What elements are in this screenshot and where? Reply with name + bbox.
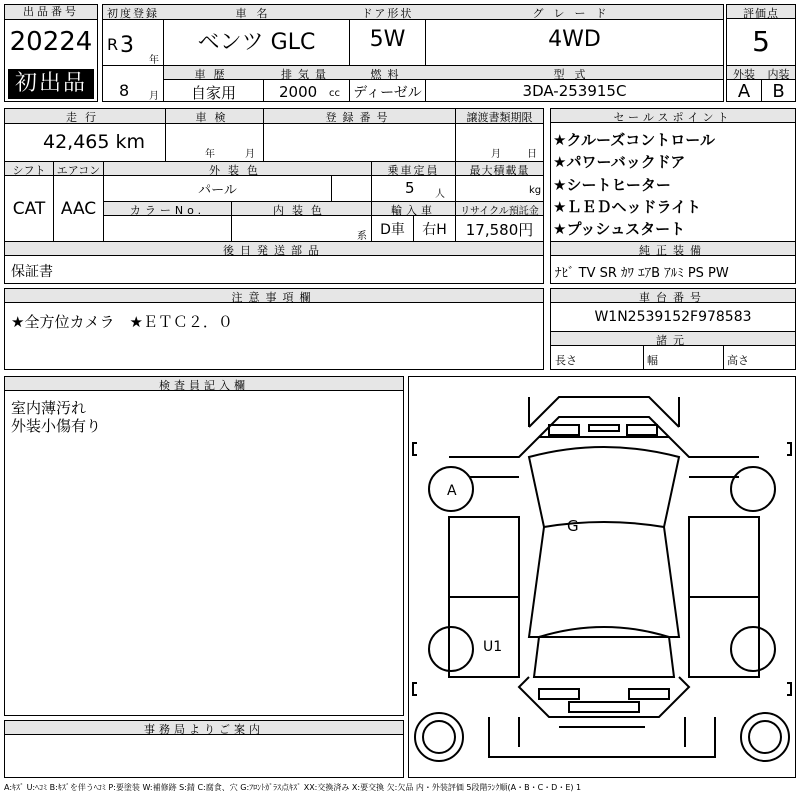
recycle-label: リサイクル預託金 bbox=[460, 206, 539, 217]
displacement-label: 排気量 bbox=[281, 68, 332, 81]
later-label: 後日発送部品 bbox=[223, 244, 325, 257]
inspector-line-2: 外装小傷有り bbox=[11, 417, 102, 435]
color-label: 外装色 bbox=[209, 164, 266, 177]
series-unit: 系 bbox=[357, 231, 367, 242]
notes-box bbox=[4, 288, 544, 370]
import-label: 輸入車 bbox=[391, 204, 436, 217]
inspector-line-1: 室内薄汚れ bbox=[11, 399, 87, 417]
notes-label: 注意事項欄 bbox=[231, 291, 317, 304]
inspection-label: 車検 bbox=[195, 111, 234, 124]
reg-year-unit: 年 bbox=[149, 55, 159, 66]
interior-label: 内装 bbox=[767, 68, 790, 81]
transfer-month-unit: 月 bbox=[491, 149, 501, 160]
spec-height: 高さ bbox=[727, 354, 749, 367]
mileage-label: 走行 bbox=[66, 111, 104, 124]
plate-label: 登録番号 bbox=[325, 111, 394, 124]
reg-year: 3 bbox=[120, 33, 134, 58]
selling-point-5: ★プッシュスタート bbox=[553, 220, 686, 238]
score-box bbox=[726, 4, 796, 102]
model: 3DA-253915C bbox=[522, 82, 627, 100]
score-label: 評価点 bbox=[743, 7, 779, 20]
door-label: ドア形状 bbox=[361, 7, 414, 20]
aircon: AAC bbox=[60, 199, 97, 219]
vehicle-header bbox=[102, 4, 724, 102]
car-name: ベンツ GLC bbox=[197, 30, 316, 55]
reg-era: R bbox=[107, 35, 119, 54]
fuel-label: 燃料 bbox=[370, 68, 405, 81]
capacity-unit: 人 bbox=[435, 189, 445, 200]
selling-point-4: ★ＬＥＤヘッドライト bbox=[553, 198, 701, 216]
transfer-day-unit: 日 bbox=[527, 149, 537, 160]
selling-point-1: ★クルーズコントロール bbox=[553, 131, 715, 149]
equipment-label: 純正装備 bbox=[639, 244, 707, 257]
displacement-unit: cc bbox=[329, 88, 340, 99]
lot-number: 20224 bbox=[9, 27, 93, 57]
interior-grade: B bbox=[772, 81, 785, 102]
exterior-label: 外装 bbox=[733, 68, 755, 81]
grade: 4WD bbox=[548, 27, 601, 52]
intcolor-label: 内装色 bbox=[273, 204, 330, 217]
load-unit: kg bbox=[529, 185, 542, 196]
import-h: 右H bbox=[422, 222, 447, 238]
chassis-number: W1N2539152F978583 bbox=[594, 309, 752, 325]
selling-point-3: ★シートヒーター bbox=[553, 176, 671, 194]
office-label: 事務局よりご案内 bbox=[144, 723, 264, 736]
mileage: 42,465 km bbox=[43, 131, 146, 153]
displacement: 2000 bbox=[279, 83, 318, 101]
car-name-label: 車名 bbox=[235, 7, 278, 20]
door-type: 5W bbox=[369, 27, 406, 52]
inspection-month-unit: 月 bbox=[245, 149, 255, 160]
damage-mark-g: G bbox=[567, 517, 579, 535]
equipment-items: ﾅﾋﾞ TV SR ｶﾜ ｴｱB ｱﾙﾐ PS PW bbox=[555, 266, 729, 281]
inspector-label: 検査員記入欄 bbox=[159, 379, 249, 392]
shift-label: シフト bbox=[12, 164, 46, 177]
damage-mark-a: A bbox=[447, 483, 457, 499]
shift: CAT bbox=[12, 199, 46, 219]
spec-width: 幅 bbox=[647, 354, 658, 367]
grade-label: グレード bbox=[532, 7, 617, 20]
selling-point-2: ★パワーバックドア bbox=[553, 153, 686, 171]
model-label: 型式 bbox=[553, 68, 596, 81]
inspection-year-unit: 年 bbox=[205, 149, 215, 160]
fuel: ディーゼル bbox=[353, 85, 422, 101]
reg-month-unit: 月 bbox=[149, 91, 159, 102]
history-label: 車歴 bbox=[194, 68, 233, 81]
spec-label: 諸元 bbox=[656, 334, 690, 347]
later-parts: 保証書 bbox=[11, 264, 53, 280]
chassis-box bbox=[550, 288, 796, 370]
car-diagram bbox=[408, 376, 796, 778]
legend: A:ｷｽﾞ U:ﾍｺﾐ B:ｷｽﾞを伴うﾍｺﾐ P:要塗装 W:補修跡 S:錆 C:腐食、穴 G:ﾌﾛﾝﾄｶﾞﾗｽ点ｷｽﾞ XX:交換済み X:要交換 欠:欠品 内・外装評価 5段階ﾗﾝｸ順(A・B・C・D・E) 1 bbox=[4, 783, 582, 792]
selling-points-label: セールスポイント bbox=[613, 111, 733, 124]
first-reg-label: 初度登録 bbox=[107, 7, 159, 20]
recycle-fee: 17,580円 bbox=[465, 221, 534, 239]
inspector-box bbox=[4, 376, 404, 716]
capacity-label: 乗車定員 bbox=[387, 164, 440, 177]
lot-label: 出品番号 bbox=[5, 5, 97, 20]
color: パール bbox=[198, 183, 237, 198]
spec-length: 長さ bbox=[555, 354, 577, 367]
car-outline-icon bbox=[409, 377, 795, 777]
history: 自家用 bbox=[190, 84, 236, 102]
office-box bbox=[4, 720, 404, 778]
load-label: 最大積載量 bbox=[469, 164, 530, 177]
capacity: 5 bbox=[405, 179, 415, 197]
exterior-grade: A bbox=[737, 81, 751, 102]
selling-points-box bbox=[550, 108, 796, 284]
colorno-label: カラーNo. bbox=[129, 204, 206, 217]
score: 5 bbox=[752, 25, 770, 58]
damage-mark-u1: U1 bbox=[483, 639, 503, 655]
import-d: D車 bbox=[380, 222, 405, 238]
chassis-label: 車台番号 bbox=[639, 291, 707, 304]
reg-month: 8 bbox=[119, 81, 130, 100]
details-grid bbox=[4, 108, 544, 284]
aircon-label: エアコン bbox=[56, 164, 101, 177]
first-listing-badge: 初出品 bbox=[8, 69, 94, 99]
lot-box bbox=[4, 4, 98, 102]
transfer-label: 譲渡書類期限 bbox=[466, 111, 533, 124]
notes-text: ★全方位カメラ ★ＥＴＣ２．０ bbox=[11, 313, 233, 331]
